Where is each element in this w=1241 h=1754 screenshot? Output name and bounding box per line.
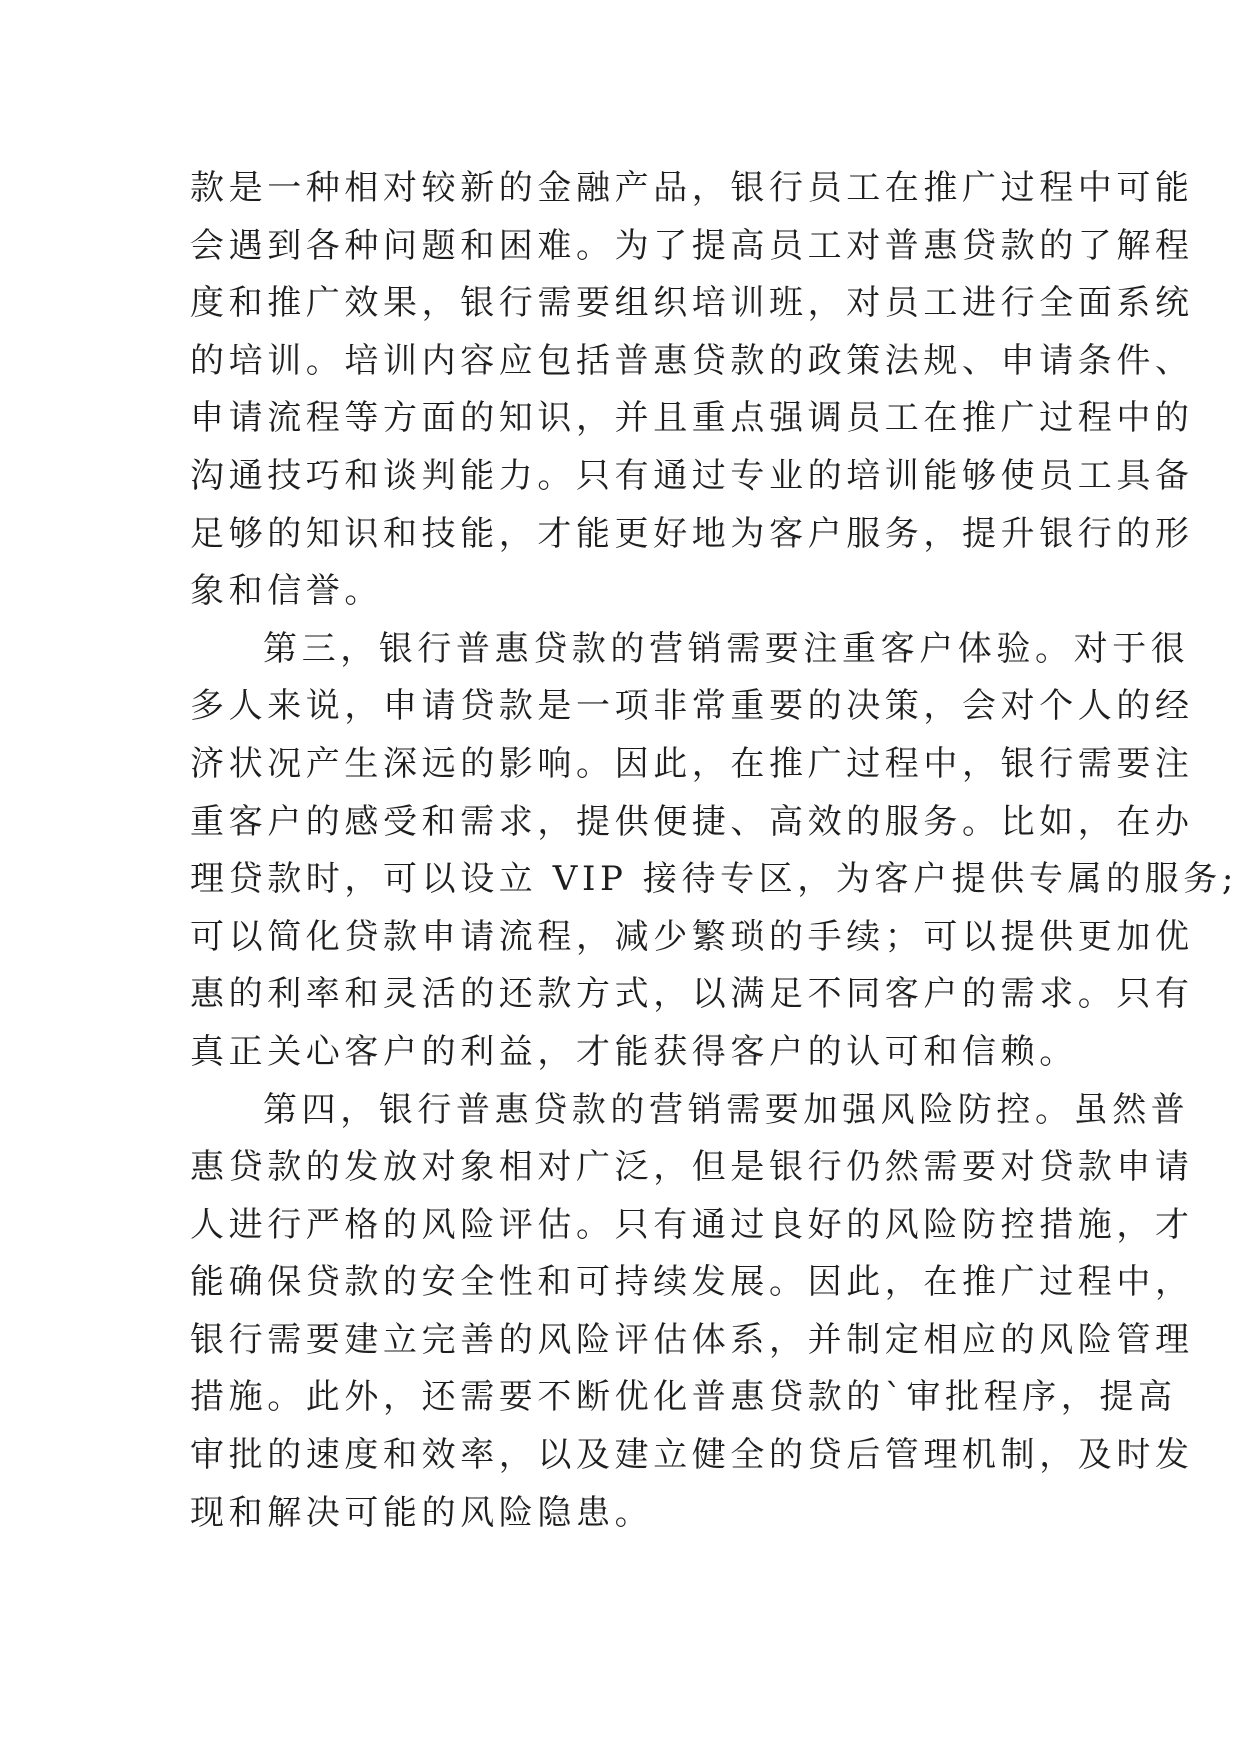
paragraph-start-line: 第四，银行普惠贷款的营销需要加强风险防控。虽然普: [263, 1089, 1190, 1130]
text-line: 款是一种相对较新的金融产品，银行员工在推广过程中可能: [190, 168, 1194, 208]
text-line: 人进行严格的风险评估。只有通过良好的风险防控措施，才: [190, 1204, 1194, 1245]
paragraph-start-line: 第三，银行普惠贷款的营销需要注重客户体验。对于很: [263, 628, 1190, 669]
text-line: 真正关心客户的利益，才能获得客户的认可和信赖。: [190, 1031, 1078, 1072]
text-line: 可以简化贷款申请流程，减少繁琐的手续；可以提供更加优: [190, 916, 1194, 957]
text-line: 济状况产生深远的影响。因此，在推广过程中，银行需要注: [190, 743, 1194, 784]
text-line: 惠的利率和灵活的还款方式，以满足不同客户的需求。只有: [190, 974, 1194, 1015]
text-line: 惠贷款的发放对象相对广泛，但是银行仍然需要对贷款申请: [190, 1147, 1194, 1188]
text-line: 足够的知识和技能，才能更好地为客户服务，提升银行的形: [190, 513, 1194, 554]
text-line: 重客户的感受和需求，提供便捷、高效的服务。比如，在办: [190, 801, 1194, 842]
text-line: 能确保贷款的安全性和可持续发展。因此，在推广过程中，: [190, 1262, 1194, 1303]
text-line: 审批的速度和效率，以及建立健全的贷后管理机制，及时发: [190, 1435, 1194, 1476]
body-text: [190, 160, 1238, 1542]
text-line: 理贷款时，可以设立 VIP 接待专区，为客户提供专属的服务;: [190, 859, 1238, 900]
text-line: 的培训。培训内容应包括普惠贷款的政策法规、申请条件、: [190, 340, 1194, 381]
text-line: 象和信誉。: [190, 571, 383, 612]
text-line: 措施。此外，还需要不断优化普惠贷款的`审批程序，提高: [190, 1377, 1177, 1418]
text-line: 现和解决可能的风险隐患。: [190, 1492, 654, 1533]
text-line: 度和推广效果，银行需要组织培训班，对员工进行全面系统: [190, 283, 1194, 324]
text-line: 沟通技巧和谈判能力。只有通过专业的培训能够使员工具备: [190, 455, 1194, 496]
text-line: 会遇到各种问题和困难。为了提高员工对普惠贷款的了解程: [190, 225, 1194, 266]
text-line: 申请流程等方面的知识，并且重点强调员工在推广过程中的: [190, 398, 1194, 439]
text-line: 多人来说，申请贷款是一项非常重要的决策，会对个人的经: [190, 686, 1194, 727]
text-line: 银行需要建立完善的风险评估体系，并制定相应的风险管理: [190, 1319, 1194, 1360]
